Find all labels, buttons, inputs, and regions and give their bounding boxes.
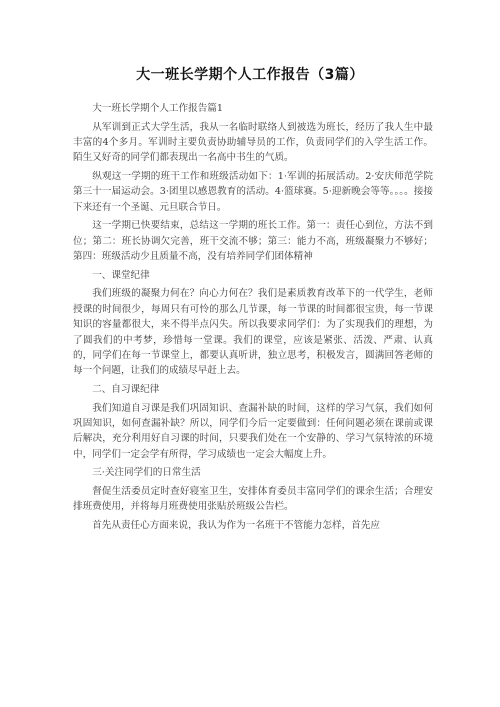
document-title: 大一班长学期个人工作报告（3篇） — [136, 67, 364, 83]
paragraph-daily-life: 督促生活委员定时查好寝室卫生，安排体育委员丰富同学们的课余生活；合理安排班费使用，并将每月班费使用张贴於班级公告栏。 — [73, 486, 433, 513]
paragraph-responsibility: 首先从责任心方面来说，我认为作为一名班干不管能力怎样，首先应 — [92, 520, 380, 532]
section-heading-daily-life: 三·关注同学们的日常生活 — [92, 467, 201, 479]
document-body — [73, 101, 433, 537]
paragraph-semester-summary: 这一学期已快要结束，总结这一学期的班长工作。第一：责任心到位，方法不到位；第二：班长协调欠完善，班干交流不够；第三：能力不高，班级凝聚力不够好；第四：班级活动少且质量不高，没有培养同学们团体精神 — [73, 220, 433, 263]
paragraph-activities-list: 纵观这一学期的班干工作和班级活动如下：1·军训的拓展活动。2·安庆师范学院第三十一届运动会。3·团里以感恩教育的活动。4·篮球赛。5·迎新晚会等等。。。。接接下来还有一个圣诞、元旦联合节日。 — [73, 171, 433, 213]
section-heading-self-study-discipline: 二、自习课纪律 — [92, 384, 160, 396]
section-heading-classroom-discipline: 一、课堂纪律 — [92, 269, 150, 281]
paragraph-classroom-discipline: 我们班级的凝聚力何在？向心力何在？我们是素质教育改革下的一代学生，老师授课的时间很少，每周只有可怜的那么几节课，每一节课的时间都很宝贵，每一节课知识的容量都很大，来不得半点闪失。所以我要求同学们：为了实现我们的理想，为了圆我们的中考梦，珍惜每一堂课。我们的课堂，应该是紧张、活泼、严肃、认真的，同学们在每一节课堂上，都要认真听讲，独立思考，积极发言，圆满回答老师的每一个问题，让我们的成绩尽早赶上去。 — [73, 288, 433, 377]
paragraph-self-study-discipline: 我们知道自习课是我们巩固知识、查漏补缺的时间，这样的学习气氛，我们如何巩固知识，如何查漏补缺？所以，同学们今后一定要做到：任何问题必须在课前或课后解决，充分利用好自习课的时间，只要我们处在一个安静的、学习气氛特浓的环境中，同学们一定会学有所得，学习成绩也一定会大幅度上升。 — [73, 402, 433, 460]
paragraph-military-training: 从军训到正式大学生活，我从一名临时联络人到被选为班长，经历了我人生中最丰富的4个多月。军训时主要负责协助辅导员的工作，负责同学们的入学生活工作。陌生又好奇的同学们都表现出一名高中书生的气质。 — [73, 121, 433, 164]
section-heading-article-1: 大一班长学期个人工作报告篇1 — [92, 103, 224, 114]
